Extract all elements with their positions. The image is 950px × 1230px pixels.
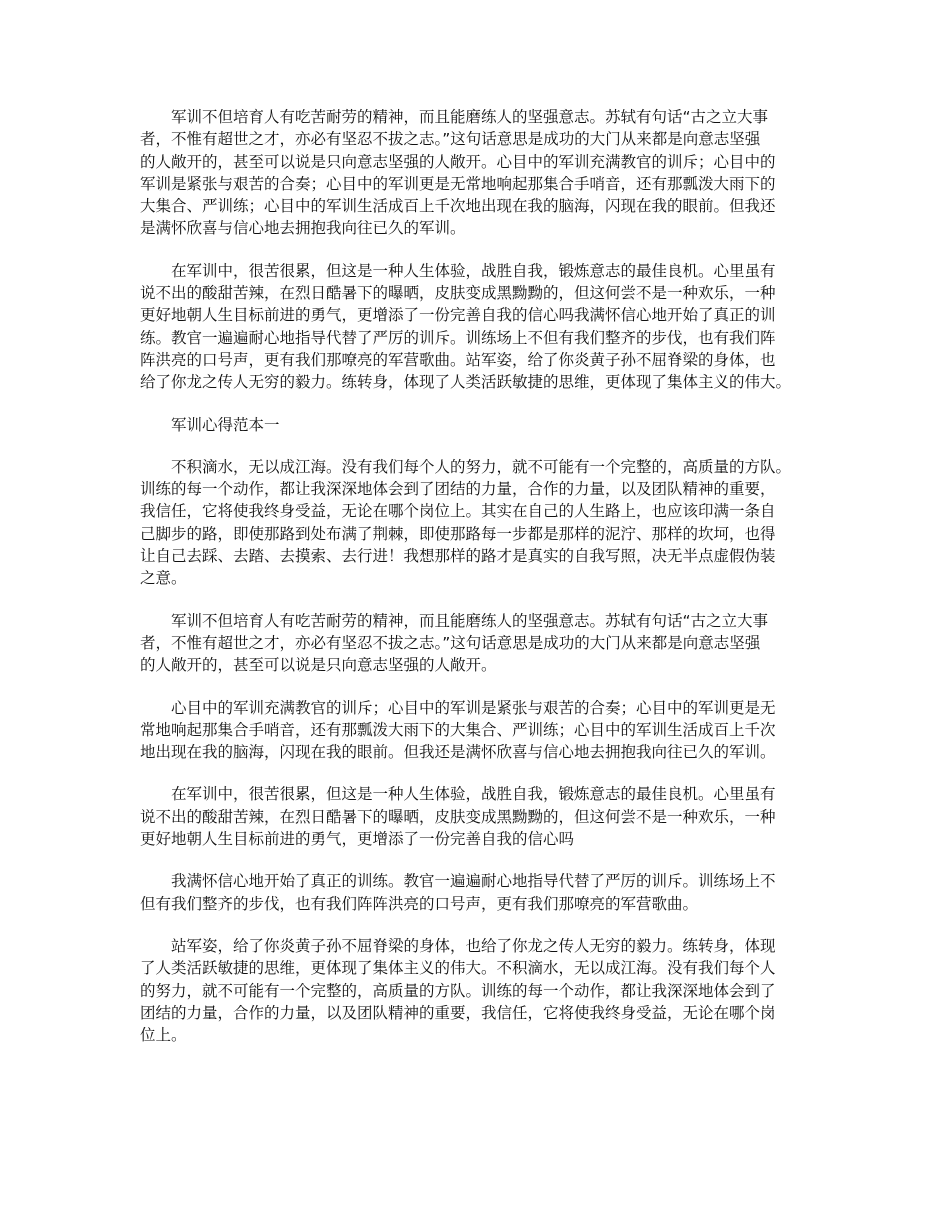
text-line: 心目中的军训充满教官的训斥；心目中的军训是紧张与艰苦的合奏；心目中的军训更是无 (171, 698, 776, 717)
text-line: 更好地朝人生目标前进的勇气，更增添了一份完善自我的信心吗我满怀信心地开始了真正的训 (140, 306, 776, 325)
text-line: 让自己去踩、去踏、去摸索、去行进！我想那样的路才是真实的自我写照，决无半点虚假伪装 (140, 547, 776, 566)
text-line: 位上。 (140, 1026, 187, 1045)
text-line: 团结的力量，合作的力量，以及团队精神的重要，我信任，它将使我终身受益，无论在哪个岗 (140, 1003, 776, 1022)
paragraph-4 (140, 610, 820, 677)
text-line: 在军训中，很苦很累，但这是一种人生体验，战胜自我，锻炼意志的最佳良机。心里虽有 (171, 785, 776, 804)
text-line: 练。教官一遍遍耐心地指导代替了严厉的训斥。训练场上不但有我们整齐的步伐，也有我们阵 (140, 328, 776, 347)
text-line: 军训是紧张与艰苦的合奏；心目中的军训更是无常地响起那集合手哨音，还有那瓢泼大雨下的 (140, 174, 776, 193)
text-line: 训练的每一个动作，都让我深深地体会到了团结的力量，合作的力量，以及团队精神的重要， (140, 480, 776, 499)
paragraph-gap (140, 394, 820, 414)
paragraph-gap (140, 763, 820, 783)
text-line: 说不出的酸甜苦辣，在烈日酷暑下的曝晒，皮肤变成黑黝黝的，但这何尝不是一种欢乐，一种 (140, 284, 776, 303)
text-line: 说不出的酸甜苦辣，在烈日酷暑下的曝晒，皮肤变成黑黝黝的，但这何尝不是一种欢乐，一种 (140, 807, 776, 826)
paragraph-6 (140, 783, 820, 850)
text-line: 的人敞开的，甚至可以说是只向意志坚强的人敞开。 (140, 656, 497, 675)
text-line: 但有我们整齐的步伐，也有我们阵阵洪亮的口号声，更有我们那嘹亮的军营歌曲。 (140, 894, 699, 913)
paragraph-1 (140, 106, 820, 240)
text-line: 的人敞开的，甚至可以说是只向意志坚强的人敞开。心目中的军训充满教官的训斥；心目中的 (140, 152, 776, 171)
text-line: 给了你龙之传人无穷的毅力。练转身，体现了人类活跃敏捷的思维，更体现了集体主义的伟大。 (140, 373, 792, 392)
text-line: 阵洪亮的口号声，更有我们那嘹亮的军营歌曲。站军姿，给了你炎黄子孙不屈脊梁的身体，也 (140, 350, 776, 369)
text-line: 之意。 (140, 569, 187, 588)
text-line: 己脚步的路，即使那路到处布满了荆棘，即使那路每一步都是那样的泥泞、那样的坎坷，也得 (140, 524, 776, 543)
paragraph-3 (140, 456, 820, 590)
text-line: 大集合、严训练；心目中的军训生活成百上千次地出现在我的脑海，闪现在我的眼前。但我还 (140, 197, 776, 216)
text-line: 地出现在我的脑海，闪现在我的眼前。但我还是满怀欣喜与信心地去拥抱我向往已久的军训。 (140, 743, 776, 762)
paragraph-gap (140, 590, 820, 610)
paragraph-gap (140, 915, 820, 935)
text-line: 在军训中，很苦很累，但这是一种人生体验，战胜自我，锻炼意志的最佳良机。心里虽有 (171, 261, 776, 280)
text-line: 常地响起那集合手哨音，还有那瓢泼大雨下的大集合、严训练；心目中的军训生活成百上千次 (140, 720, 776, 739)
text-line: 我满怀信心地开始了真正的训练。教官一遍遍耐心地指导代替了严厉的训斥。训练场上不 (171, 872, 776, 891)
paragraph-5 (140, 697, 820, 764)
text-line: 不积滴水，无以成江海。没有我们每个人的努力，就不可能有一个完整的，高质量的方队。 (171, 457, 792, 476)
paragraph-2 (140, 260, 820, 394)
paragraph-gap (140, 850, 820, 870)
paragraph-7 (140, 870, 820, 915)
text-line: 了人类活跃敏捷的思维，更体现了集体主义的伟大。不积滴水，无以成江海。没有我们每个人 (140, 959, 776, 978)
paragraph-gap (140, 240, 820, 260)
paragraph-gap (140, 436, 820, 456)
paragraph-8 (140, 935, 820, 1046)
heading-text: 军训心得范本一 (171, 415, 280, 434)
text-line: 的努力，就不可能有一个完整的，高质量的方队。训练的每一个动作，都让我深深地体会到了 (140, 981, 776, 1000)
section-heading (140, 414, 820, 436)
text-line: 者，不惟有超世之才，亦必有坚忍不拔之志。”这句话意思是成功的大门从来都是向意志坚强 (140, 633, 761, 652)
text-line: 军训不但培育人有吃苦耐劳的精神，而且能磨练人的坚强意志。苏轼有句话“古之立大事 (171, 108, 769, 126)
text-line: 者，不惟有超世之才，亦必有坚忍不拔之志。”这句话意思是成功的大门从来都是向意志坚强 (140, 130, 761, 149)
text-line: 更好地朝人生目标前进的勇气，更增添了一份完善自我的信心吗 (140, 830, 575, 849)
text-line: 军训不但培育人有吃苦耐劳的精神，而且能磨练人的坚强意志。苏轼有句话“古之立大事 (171, 611, 769, 630)
paragraph-gap (140, 677, 820, 697)
document-page (140, 106, 820, 1046)
text-line: 站军姿，给了你炎黄子孙不屈脊梁的身体，也给了你龙之传人无穷的毅力。练转身，体现 (171, 936, 776, 955)
text-line: 我信任，它将使我终身受益，无论在哪个岗位上。其实在自己的人生路上，也应该印满一条自 (140, 502, 776, 521)
text-line: 是满怀欣喜与信心地去拥抱我向往已久的军训。 (140, 219, 466, 238)
